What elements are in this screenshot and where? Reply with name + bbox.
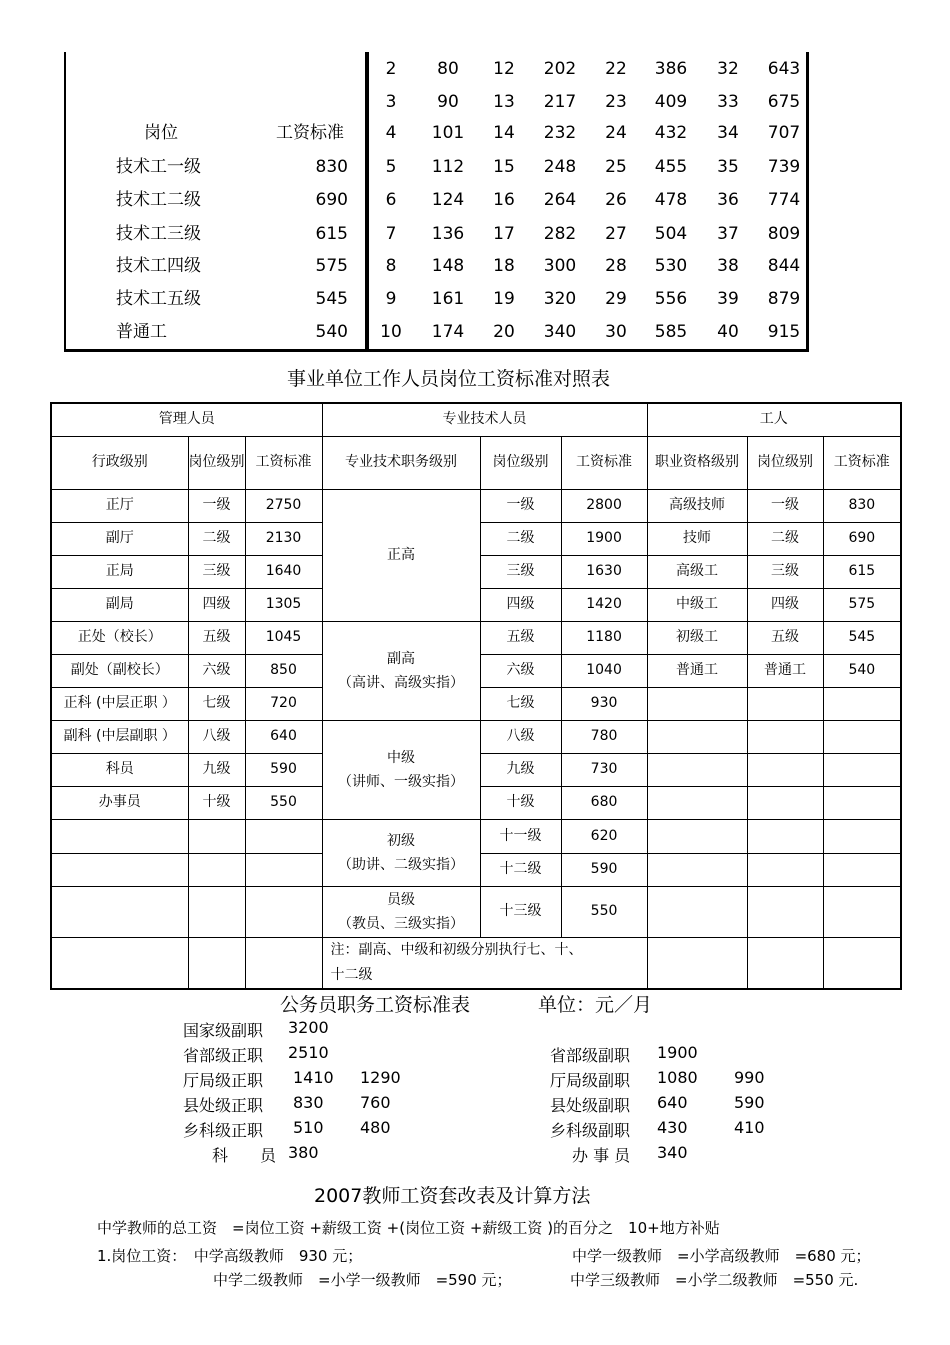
pro-level-group bbox=[322, 819, 480, 886]
mgmt-cell: 九级 bbox=[188, 753, 245, 786]
pro-wage-cell: 1900 bbox=[561, 522, 647, 555]
grade-cell: 264 bbox=[543, 190, 577, 210]
group-header-management: 管理人员 bbox=[51, 403, 322, 436]
mgmt-cell: 590 bbox=[245, 753, 322, 786]
mgmt-cell: 六级 bbox=[188, 654, 245, 687]
grade-cell: 232 bbox=[543, 123, 577, 143]
grade-cell: 248 bbox=[543, 157, 577, 177]
grade-cell: 136 bbox=[431, 224, 465, 244]
mgmt-cell: 720 bbox=[245, 687, 322, 720]
grade-cell: 148 bbox=[431, 256, 465, 276]
main-table-title: 事业单位工作人员岗位工资标准对照表 bbox=[287, 368, 611, 390]
civil-label: 国家级副职 bbox=[183, 1021, 264, 1040]
worker-cell bbox=[747, 937, 823, 989]
mgmt-cell: 四级 bbox=[188, 588, 245, 621]
civil-label: 厅局级正职 bbox=[183, 1071, 264, 1090]
left-row-value: 830 bbox=[315, 157, 348, 177]
civil-label: 县处级副职 bbox=[550, 1096, 631, 1115]
left-row-value: 575 bbox=[315, 256, 348, 276]
grade-cell: 161 bbox=[431, 289, 465, 309]
grade-cell: 6 bbox=[385, 190, 397, 210]
pro-wage-cell: 1040 bbox=[561, 654, 647, 687]
civil-value-1: 3200 bbox=[288, 1018, 329, 1037]
pro-level-name: 初级 bbox=[387, 832, 416, 849]
grade-cell: 17 bbox=[493, 224, 515, 244]
grade-cell: 556 bbox=[654, 289, 688, 309]
civil-value-2: 410 bbox=[734, 1118, 765, 1137]
mgmt-cell: 七级 bbox=[188, 687, 245, 720]
grade-cell: 8 bbox=[385, 256, 397, 276]
grade-cell: 10 bbox=[380, 322, 402, 342]
teacher-line1-a: 1.岗位工资： 中学高级教师 930 元； bbox=[97, 1247, 363, 1265]
grade-cell: 23 bbox=[605, 92, 627, 112]
worker-cell: 540 bbox=[823, 654, 901, 687]
worker-cell bbox=[647, 886, 747, 937]
civil-value-2: 1290 bbox=[360, 1068, 401, 1087]
civil-label: 县处级正职 bbox=[183, 1096, 264, 1115]
grade-cell: 28 bbox=[605, 256, 627, 276]
grade-cell: 643 bbox=[767, 59, 801, 79]
civil-value-2: 990 bbox=[734, 1068, 765, 1087]
worker-cell bbox=[647, 753, 747, 786]
table-border-left bbox=[64, 52, 66, 352]
civil-label: 乡科级正职 bbox=[183, 1121, 264, 1140]
grade-cell: 38 bbox=[717, 256, 739, 276]
table-row bbox=[51, 819, 901, 853]
pro-grade-cell: 十一级 bbox=[480, 819, 561, 853]
pro-grade-cell: 八级 bbox=[480, 720, 561, 753]
grade-cell: 30 bbox=[605, 322, 627, 342]
pro-grade-cell: 七级 bbox=[480, 687, 561, 720]
worker-cell bbox=[747, 819, 823, 853]
grade-cell: 739 bbox=[767, 157, 801, 177]
mgmt-cell bbox=[245, 853, 322, 886]
grade-cell: 35 bbox=[717, 157, 739, 177]
grade-cell: 40 bbox=[717, 322, 739, 342]
mgmt-cell bbox=[51, 853, 188, 886]
worker-cell bbox=[823, 720, 901, 753]
civil-value-2: 590 bbox=[734, 1093, 765, 1112]
col-header: 工资标准 bbox=[561, 436, 647, 489]
left-row-value: 545 bbox=[315, 289, 348, 309]
worker-cell bbox=[823, 886, 901, 937]
worker-cell: 普通工 bbox=[647, 654, 747, 687]
civil-value-1: 340 bbox=[657, 1143, 688, 1162]
pro-grade-cell: 十三级 bbox=[480, 886, 561, 937]
pro-level-group bbox=[322, 621, 480, 720]
grade-cell: 27 bbox=[605, 224, 627, 244]
worker-cell bbox=[747, 687, 823, 720]
teacher-line2-b: 中学三级教师 =小学二级教师 =550 元. bbox=[570, 1271, 859, 1289]
civil-value-1: 1410 bbox=[293, 1068, 334, 1087]
worker-cell bbox=[823, 786, 901, 819]
grade-cell: 26 bbox=[605, 190, 627, 210]
worker-cell: 高级技师 bbox=[647, 489, 747, 522]
pro-grade-cell: 六级 bbox=[480, 654, 561, 687]
worker-cell bbox=[747, 720, 823, 753]
mgmt-cell: 正处（校长） bbox=[51, 621, 188, 654]
col-header: 岗位级别 bbox=[480, 436, 561, 489]
mgmt-cell bbox=[188, 819, 245, 853]
teacher-line2-a: 中学二级教师 =小学一级教师 =590 元； bbox=[213, 1271, 512, 1289]
grade-cell: 3 bbox=[385, 92, 397, 112]
table-border-bottom bbox=[64, 349, 809, 352]
worker-cell: 575 bbox=[823, 588, 901, 621]
grade-cell: 300 bbox=[543, 256, 577, 276]
grade-cell: 33 bbox=[717, 92, 739, 112]
pro-wage-cell: 930 bbox=[561, 687, 647, 720]
mgmt-cell: 副厅 bbox=[51, 522, 188, 555]
grade-cell: 32 bbox=[717, 59, 739, 79]
pro-grade-cell: 一级 bbox=[480, 489, 561, 522]
pro-level-group bbox=[322, 886, 480, 937]
mgmt-cell: 二级 bbox=[188, 522, 245, 555]
grade-cell: 915 bbox=[767, 322, 801, 342]
grade-cell: 34 bbox=[717, 123, 739, 143]
grade-cell: 504 bbox=[654, 224, 688, 244]
mgmt-cell: 副局 bbox=[51, 588, 188, 621]
grade-cell: 7 bbox=[385, 224, 397, 244]
grade-cell: 16 bbox=[493, 190, 515, 210]
table-row bbox=[51, 886, 901, 937]
mgmt-cell bbox=[245, 937, 322, 989]
civil-value-1: 830 bbox=[293, 1093, 324, 1112]
pro-level-detail: （助讲、二级实指） bbox=[338, 856, 465, 873]
worker-cell: 545 bbox=[823, 621, 901, 654]
col-header: 行政级别 bbox=[51, 436, 188, 489]
grade-cell: 20 bbox=[493, 322, 515, 342]
mgmt-cell: 640 bbox=[245, 720, 322, 753]
worker-cell bbox=[823, 853, 901, 886]
grade-cell: 478 bbox=[654, 190, 688, 210]
worker-cell: 普通工 bbox=[747, 654, 823, 687]
pro-grade-cell: 九级 bbox=[480, 753, 561, 786]
grade-cell: 90 bbox=[437, 92, 459, 112]
mgmt-cell: 1045 bbox=[245, 621, 322, 654]
table-row bbox=[51, 489, 901, 522]
mgmt-cell bbox=[51, 937, 188, 989]
mgmt-cell bbox=[188, 937, 245, 989]
grade-cell: 4 bbox=[385, 123, 397, 143]
pro-level-name: 正高 bbox=[387, 547, 416, 563]
note-line-2: 十二级 bbox=[330, 966, 373, 983]
mgmt-cell: 2130 bbox=[245, 522, 322, 555]
table-row bbox=[51, 937, 901, 989]
mgmt-cell: 八级 bbox=[188, 720, 245, 753]
pro-level-detail: （讲师、一级实指） bbox=[338, 773, 465, 790]
mgmt-cell: 正科 (中层正职 ） bbox=[51, 687, 188, 720]
mgmt-cell: 正厅 bbox=[51, 489, 188, 522]
wage-comparison-table bbox=[50, 402, 902, 990]
worker-cell bbox=[647, 687, 747, 720]
civil-servant-title: 公务员职务工资标准表 bbox=[280, 994, 471, 1016]
pro-wage-cell: 2800 bbox=[561, 489, 647, 522]
grade-cell: 386 bbox=[654, 59, 688, 79]
grade-cell: 844 bbox=[767, 256, 801, 276]
col-header: 岗位级别 bbox=[747, 436, 823, 489]
grade-cell: 19 bbox=[493, 289, 515, 309]
left-row-name: 普通工 bbox=[116, 322, 167, 342]
pro-wage-cell: 730 bbox=[561, 753, 647, 786]
worker-cell bbox=[647, 786, 747, 819]
grade-cell: 675 bbox=[767, 92, 801, 112]
grade-cell: 5 bbox=[385, 157, 397, 177]
left-row-name: 技术工五级 bbox=[116, 289, 201, 309]
col-header: 职业资格级别 bbox=[647, 436, 747, 489]
left-row-name: 技术工四级 bbox=[116, 256, 201, 276]
grade-cell: 24 bbox=[605, 123, 627, 143]
pro-wage-cell: 550 bbox=[561, 886, 647, 937]
left-row-value: 540 bbox=[315, 322, 348, 342]
worker-cell: 690 bbox=[823, 522, 901, 555]
civil-value-1: 380 bbox=[288, 1143, 319, 1162]
grade-cell: 12 bbox=[493, 59, 515, 79]
pro-wage-cell: 1630 bbox=[561, 555, 647, 588]
mgmt-cell bbox=[245, 819, 322, 853]
pro-level-detail: （教员、三级实指） bbox=[338, 915, 465, 932]
mgmt-cell: 550 bbox=[245, 786, 322, 819]
group-header-workers: 工人 bbox=[647, 403, 901, 436]
table-row bbox=[51, 621, 901, 654]
worker-cell: 初级工 bbox=[647, 621, 747, 654]
header-position: 岗位 bbox=[144, 123, 178, 143]
mgmt-cell: 正局 bbox=[51, 555, 188, 588]
mgmt-cell bbox=[188, 853, 245, 886]
worker-cell bbox=[823, 687, 901, 720]
worker-cell: 三级 bbox=[747, 555, 823, 588]
mgmt-cell bbox=[188, 886, 245, 937]
table-note bbox=[322, 937, 647, 989]
mgmt-cell bbox=[51, 886, 188, 937]
worker-cell: 技师 bbox=[647, 522, 747, 555]
civil-value-1: 1900 bbox=[657, 1043, 698, 1062]
worker-cell bbox=[823, 937, 901, 989]
grade-cell: 409 bbox=[654, 92, 688, 112]
grade-cell: 432 bbox=[654, 123, 688, 143]
grade-cell: 282 bbox=[543, 224, 577, 244]
pro-level-group bbox=[322, 720, 480, 819]
col-header: 专业技术职务级别 bbox=[322, 436, 480, 489]
group-header-professional: 专业技术人员 bbox=[322, 403, 647, 436]
civil-label: 办 事 员 bbox=[572, 1146, 631, 1165]
worker-cell: 830 bbox=[823, 489, 901, 522]
grade-cell: 15 bbox=[493, 157, 515, 177]
pro-wage-cell: 1420 bbox=[561, 588, 647, 621]
pro-wage-cell: 680 bbox=[561, 786, 647, 819]
pro-grade-cell: 十二级 bbox=[480, 853, 561, 886]
grade-cell: 112 bbox=[431, 157, 465, 177]
grade-cell: 29 bbox=[605, 289, 627, 309]
table-row bbox=[51, 720, 901, 753]
mgmt-cell: 一级 bbox=[188, 489, 245, 522]
civil-value-1: 640 bbox=[657, 1093, 688, 1112]
grade-cell: 37 bbox=[717, 224, 739, 244]
mgmt-cell bbox=[51, 819, 188, 853]
col-header: 工资标准 bbox=[823, 436, 901, 489]
grade-cell: 39 bbox=[717, 289, 739, 309]
worker-cell: 二级 bbox=[747, 522, 823, 555]
pro-grade-cell: 三级 bbox=[480, 555, 561, 588]
pro-level-group bbox=[322, 489, 480, 621]
left-row-name: 技术工三级 bbox=[116, 224, 201, 244]
mgmt-cell: 办事员 bbox=[51, 786, 188, 819]
grade-cell: 879 bbox=[767, 289, 801, 309]
pro-wage-cell: 1180 bbox=[561, 621, 647, 654]
pro-grade-cell: 二级 bbox=[480, 522, 561, 555]
worker-cell bbox=[747, 786, 823, 819]
pro-wage-cell: 780 bbox=[561, 720, 647, 753]
grade-cell: 585 bbox=[654, 322, 688, 342]
grade-cell: 124 bbox=[431, 190, 465, 210]
col-header: 工资标准 bbox=[245, 436, 322, 489]
left-row-name: 技术工一级 bbox=[116, 157, 201, 177]
mgmt-cell: 科员 bbox=[51, 753, 188, 786]
mgmt-cell: 三级 bbox=[188, 555, 245, 588]
pro-wage-cell: 590 bbox=[561, 853, 647, 886]
civil-label: 厅局级副职 bbox=[550, 1071, 631, 1090]
teacher-title: 2007教师工资套改表及计算方法 bbox=[314, 1185, 591, 1207]
civil-label: 乡科级副职 bbox=[550, 1121, 631, 1140]
civil-label: 省部级正职 bbox=[183, 1046, 264, 1065]
civil-value-2: 760 bbox=[360, 1093, 391, 1112]
worker-cell bbox=[747, 753, 823, 786]
grade-cell: 217 bbox=[543, 92, 577, 112]
grade-cell: 2 bbox=[385, 59, 397, 79]
worker-cell bbox=[647, 720, 747, 753]
worker-cell: 中级工 bbox=[647, 588, 747, 621]
worker-cell bbox=[647, 819, 747, 853]
civil-value-1: 2510 bbox=[288, 1043, 329, 1062]
technician-wage-table bbox=[64, 52, 810, 352]
worker-cell bbox=[647, 853, 747, 886]
pro-grade-cell: 四级 bbox=[480, 588, 561, 621]
worker-cell bbox=[747, 853, 823, 886]
worker-cell bbox=[647, 937, 747, 989]
mgmt-cell: 2750 bbox=[245, 489, 322, 522]
pro-level-name: 中级 bbox=[387, 749, 416, 766]
mgmt-cell: 十级 bbox=[188, 786, 245, 819]
worker-cell: 五级 bbox=[747, 621, 823, 654]
grade-cell: 340 bbox=[543, 322, 577, 342]
civil-value-1: 510 bbox=[293, 1118, 324, 1137]
grade-cell: 809 bbox=[767, 224, 801, 244]
pro-wage-cell: 620 bbox=[561, 819, 647, 853]
pro-grade-cell: 五级 bbox=[480, 621, 561, 654]
pro-grade-cell: 十级 bbox=[480, 786, 561, 819]
civil-label: 科 员 bbox=[212, 1146, 277, 1165]
mgmt-cell bbox=[245, 886, 322, 937]
mgmt-cell: 1305 bbox=[245, 588, 322, 621]
pro-level-name: 员级 bbox=[387, 891, 416, 908]
grade-cell: 80 bbox=[437, 59, 459, 79]
grade-cell: 174 bbox=[431, 322, 465, 342]
left-row-name: 技术工二级 bbox=[116, 190, 201, 210]
civil-value-2: 480 bbox=[360, 1118, 391, 1137]
teacher-formula: 中学教师的总工资 =岗位工资 +薪级工资 +(岗位工资 +薪级工资 )的百分之 10+地方补贴 bbox=[97, 1219, 720, 1237]
grade-cell: 25 bbox=[605, 157, 627, 177]
left-row-value: 615 bbox=[315, 224, 348, 244]
grade-cell: 774 bbox=[767, 190, 801, 210]
mgmt-cell: 五级 bbox=[188, 621, 245, 654]
grade-cell: 22 bbox=[605, 59, 627, 79]
civil-value-1: 1080 bbox=[657, 1068, 698, 1087]
grade-cell: 9 bbox=[385, 289, 397, 309]
grade-cell: 320 bbox=[543, 289, 577, 309]
grade-cell: 14 bbox=[493, 123, 515, 143]
grade-cell: 18 bbox=[493, 256, 515, 276]
worker-cell: 一级 bbox=[747, 489, 823, 522]
worker-cell bbox=[823, 819, 901, 853]
grade-cell: 13 bbox=[493, 92, 515, 112]
left-row-value: 690 bbox=[315, 190, 348, 210]
worker-cell bbox=[747, 886, 823, 937]
grade-cell: 101 bbox=[431, 123, 465, 143]
grade-cell: 707 bbox=[767, 123, 801, 143]
pro-level-detail: （高讲、高级实指） bbox=[338, 674, 465, 691]
worker-cell: 高级工 bbox=[647, 555, 747, 588]
worker-cell: 四级 bbox=[747, 588, 823, 621]
header-wage: 工资标准 bbox=[276, 123, 344, 143]
mgmt-cell: 1640 bbox=[245, 555, 322, 588]
grade-cell: 202 bbox=[543, 59, 577, 79]
grade-cell: 455 bbox=[654, 157, 688, 177]
mgmt-cell: 850 bbox=[245, 654, 322, 687]
worker-cell: 615 bbox=[823, 555, 901, 588]
worker-cell bbox=[823, 753, 901, 786]
col-header: 岗位级别 bbox=[188, 436, 245, 489]
civil-value-1: 430 bbox=[657, 1118, 688, 1137]
mgmt-cell: 副处（副校长） bbox=[51, 654, 188, 687]
mgmt-cell: 副科 (中层副职 ） bbox=[51, 720, 188, 753]
teacher-line1-b: 中学一级教师 =小学高级教师 =680 元； bbox=[572, 1247, 871, 1265]
note-line-1: 注：副高、中级和初级分别执行七、十、 bbox=[330, 941, 583, 958]
civil-servant-unit: 单位：元／月 bbox=[538, 994, 653, 1016]
grade-cell: 530 bbox=[654, 256, 688, 276]
grade-cell: 36 bbox=[717, 190, 739, 210]
civil-label: 省部级副职 bbox=[550, 1046, 631, 1065]
pro-level-name: 副高 bbox=[387, 650, 416, 667]
